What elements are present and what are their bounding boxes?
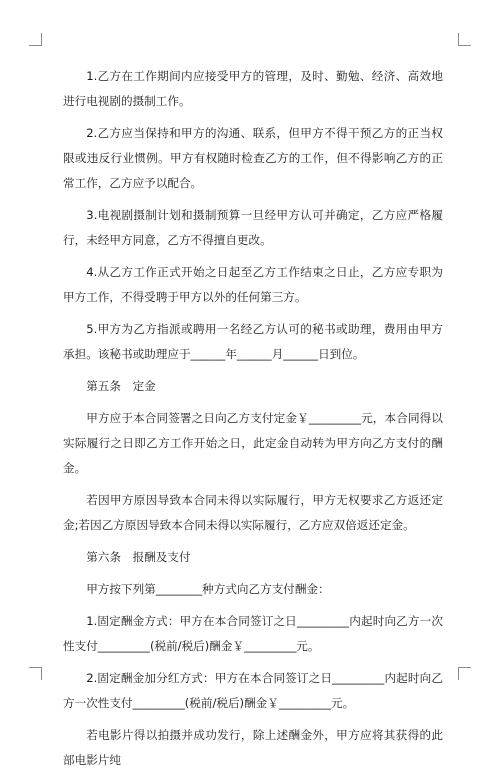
clause-4-exclusive: 4.从乙方工作正式开始之日起至乙方工作结束之日止，乙方应专职为甲方工作，不得受聘于甲方以外的任何第三方。 (63, 265, 443, 304)
profit-share-clause: 若电影片得以拍摄并成功发行，除上述酬金外，甲方应将其获得的此部电影片纯 (63, 728, 443, 767)
deposit-breach: 若因甲方原因导致本合同未得以实际履行，甲方无权要求乙方返还定金;若因乙方原因导致本合同未得以实际履行，乙方应双倍返还定金。 (63, 493, 443, 532)
crop-mark-top-left (29, 33, 42, 46)
crop-mark-bottom-left (29, 667, 42, 680)
clause-2-communication: 2.乙方应当保持和甲方的沟通、联系，但甲方不得干预乙方的正当权限或违反行业惯例。甲方有权随时检查乙方的工作，但不得影响乙方的正常工作，乙方应予以配合。 (63, 126, 443, 190)
deposit-payment: 甲方应于本合同签署之日向乙方支付定金￥_________元，本合同得以实际履行之日即乙方工作开始之日，此定金自动转为甲方向乙方支付的酬金。 (63, 411, 443, 475)
crop-mark-top-right (458, 33, 471, 46)
article-6-heading: 第六条 报酬及支付 (86, 550, 191, 564)
article-5-heading: 第五条 定金 (86, 379, 156, 393)
clause-1-management: 1.乙方在工作期间内应接受甲方的管理，及时、勤勉、经济、高效地进行电视剧的摄制工作。 (63, 69, 443, 108)
payment-fixed: 1.固定酬金方式：甲方在本合同签订之日_________内起时向乙方一次性支付_________(税前/税后)酬金￥_________元。 (63, 614, 443, 653)
payment-method-intro: 甲方按下列第________种方式向乙方支付酬金： (86, 582, 330, 596)
clause-3-plan-budget: 3.电视剧摄制计划和摄制预算一旦经甲方认可并确定，乙方应严格履行，未经甲方同意，乙方不得擅自更改。 (63, 208, 443, 247)
clause-5-secretary: 5.甲方为乙方指派或聘用一名经乙方认可的秘书或助理，费用由甲方承担。该秘书或助理应于______年______月______日到位。 (63, 322, 443, 361)
crop-mark-bottom-right (458, 667, 471, 680)
contract-body (63, 64, 443, 780)
payment-fixed-plus-dividend: 2.固定酬金加分红方式：甲方在本合同签订之日_________内起时向乙方一次性支付_________(税前/税后)酬金￥_________元。 (63, 671, 443, 710)
